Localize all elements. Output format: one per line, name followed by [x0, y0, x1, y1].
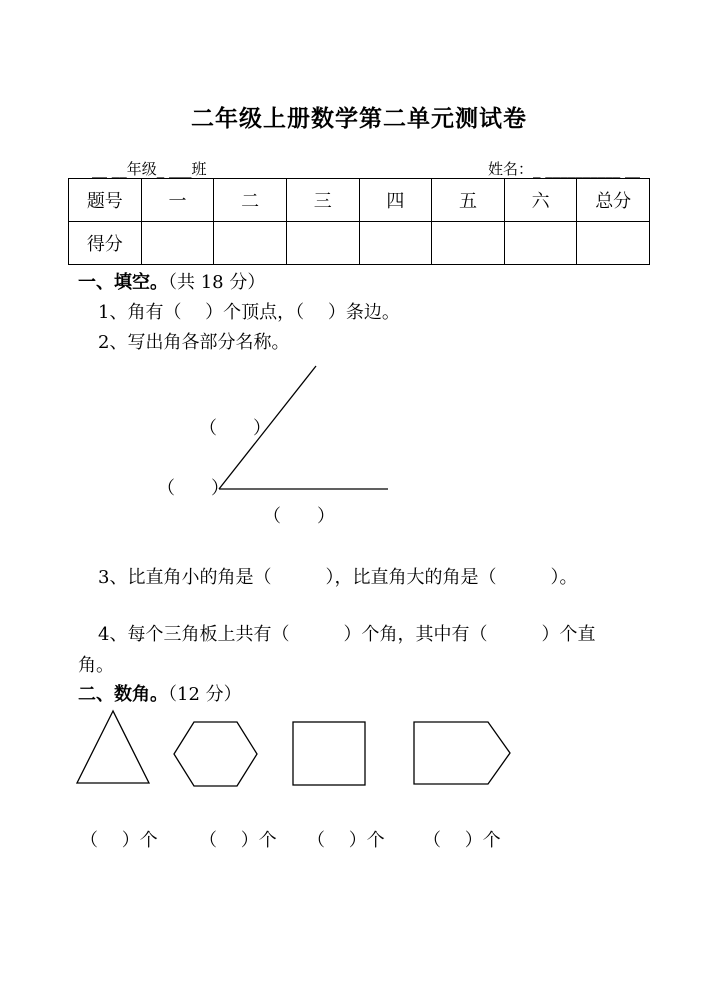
question-2: 2、写出角各部分名称。: [98, 332, 290, 353]
question-3: 3、比直角小的角是（ ），比直角大的角是（ ）。: [98, 567, 578, 588]
pentagon-shape: [414, 722, 510, 784]
score-header-cell: 五: [432, 179, 505, 222]
score-header-cell: 三: [286, 179, 359, 222]
class-field[interactable]: __ __年级_ ___班: [92, 160, 207, 178]
square-answer-blank[interactable]: （ ）个: [307, 830, 385, 851]
hexagon-answer-blank[interactable]: （ ）个: [199, 830, 277, 851]
hexagon-shape: [174, 722, 257, 786]
section2-points: （12 分）: [168, 684, 242, 705]
section1-heading: 一、填空。: [78, 272, 168, 293]
score-header-cell: 四: [359, 179, 432, 222]
angle-label-upper-blank[interactable]: （ ）: [199, 418, 271, 439]
name-field[interactable]: 姓名：_ __________ __: [488, 160, 641, 178]
triangle-shape: [77, 711, 149, 783]
angle-label-vertex-blank[interactable]: （ ）: [157, 478, 229, 499]
score-header-cell: 一: [141, 179, 214, 222]
square-shape: [293, 722, 365, 785]
score-header-cell: 二: [214, 179, 287, 222]
score-header-cell: 题号: [69, 179, 142, 222]
section2-heading: 二、数角。: [78, 684, 168, 705]
section2-heading-line: [78, 680, 242, 706]
question-4-line-2: 角。: [78, 655, 114, 676]
question-1: 1、角有（ ）个顶点，（ ）条边。: [98, 302, 400, 323]
score-header-cell: 总分: [577, 179, 650, 222]
question-4-line-1: 4、每个三角板上共有（ ）个角，其中有（ ）个直: [98, 624, 596, 645]
page-title: 二年级上册数学第二单元测试卷: [191, 105, 527, 132]
pentagon-answer-blank[interactable]: （ ）个: [423, 830, 501, 851]
score-header-cell: 六: [504, 179, 577, 222]
section1-points: （共 18 分）: [168, 272, 266, 293]
triangle-answer-blank[interactable]: （ ）个: [80, 830, 158, 851]
score-row-label: 得分: [69, 222, 142, 265]
angle-label-lower-blank[interactable]: （ ）: [263, 506, 335, 527]
